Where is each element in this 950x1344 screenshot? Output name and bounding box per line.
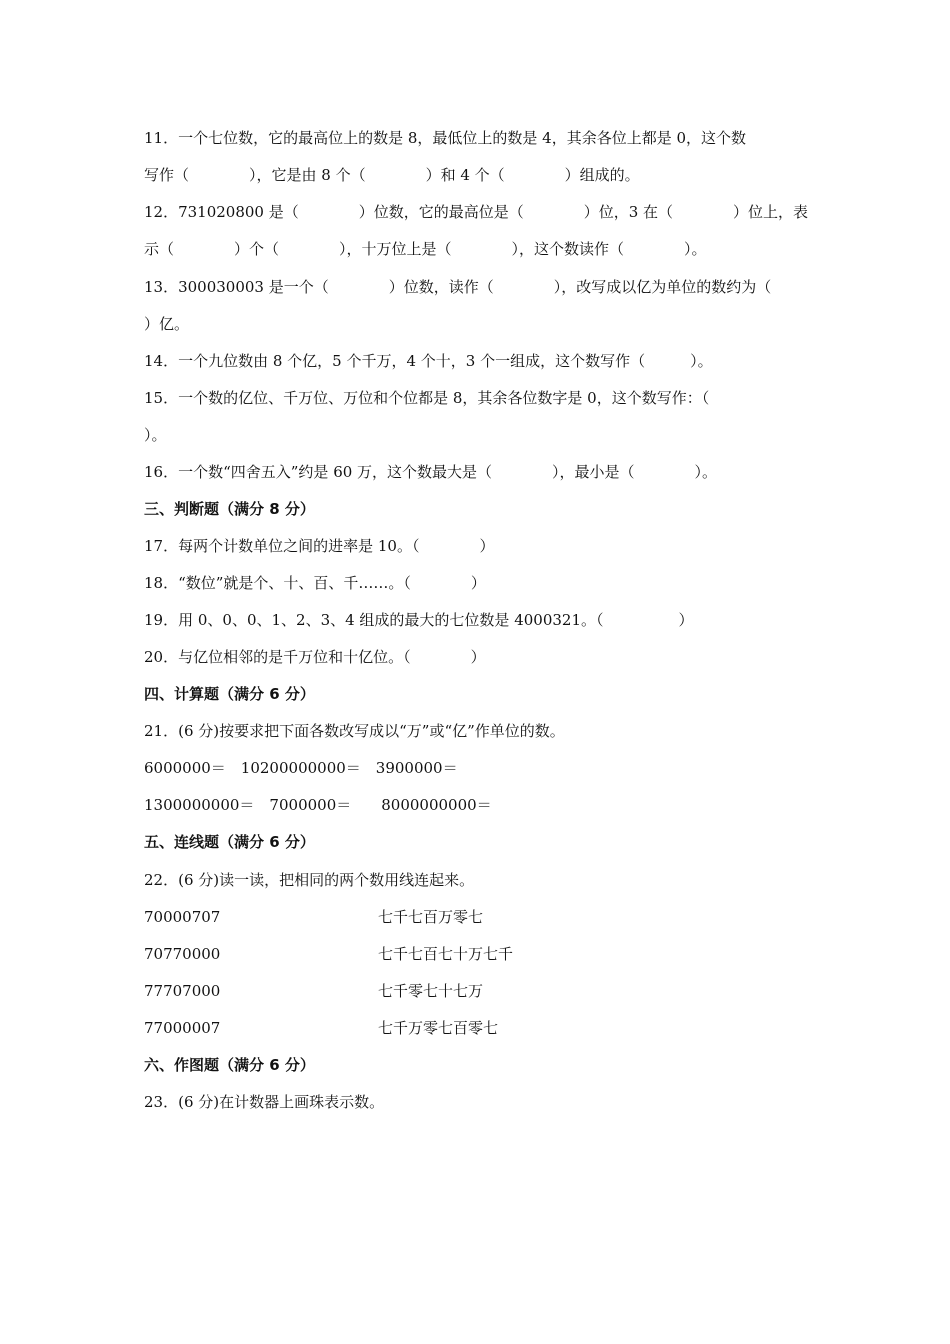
match-right-3: 七千零七十七万 (378, 982, 484, 1000)
section-3-heading: 三、判断题（满分 8 分） (144, 500, 315, 518)
q19: 19．用 0、0、0、1、2、3、4 组成的最大的七位数是 4000321。（ ） (144, 611, 694, 629)
q12-line2: 示（ ）个（ ），十万位上是（ ），这个数读作（ ）。 (144, 240, 707, 258)
match-left-3: 77707000 (144, 982, 221, 1000)
q13-line1: 13．300030003 是一个（ ）位数，读作（ ），改写成以亿为单位的数约为（ (144, 278, 772, 296)
section-6-heading: 六、作图题（满分 6 分） (144, 1056, 315, 1074)
q18: 18．“数位”就是个、十、百、千……。（ ） (144, 574, 486, 592)
match-right-2: 七千七百七十万七千 (378, 945, 514, 963)
q14: 14．一个九位数由 8 个亿，5 个千万，4 个十，3 个一组成，这个数写作（ ）。 (144, 352, 713, 370)
q21: 21．(6 分)按要求把下面各数改写成以“万”或“亿”作单位的数。 (144, 722, 565, 740)
q12-line1: 12．731020800 是（ ）位数，它的最高位是（ ）位，3 在（ ）位上，表 (144, 203, 809, 221)
match-left-1: 70000707 (144, 908, 221, 926)
section-5-heading: 五、连线题（满分 6 分） (144, 833, 315, 851)
q17: 17．每两个计数单位之间的进率是 10。（ ） (144, 537, 495, 555)
calc-row-1: 6000000＝ 10200000000＝ 3900000＝ (144, 759, 458, 777)
q15-line1: 15．一个数的亿位、千万位、万位和个位都是 8，其余各位数字是 0，这个数写作：（ (144, 389, 710, 407)
q20: 20．与亿位相邻的是千万位和十亿位。（ ） (144, 648, 486, 666)
q11-line2: 写作（ ），它是由 8 个（ ）和 4 个（ ）组成的。 (144, 166, 640, 184)
match-right-1: 七千七百万零七 (378, 908, 484, 926)
match-left-2: 70770000 (144, 945, 221, 963)
match-right-4: 七千万零七百零七 (378, 1019, 499, 1037)
q23: 23．(6 分)在计数器上画珠表示数。 (144, 1093, 385, 1111)
q13-line2: ）亿。 (144, 315, 190, 333)
calc-row-2: 1300000000＝ 7000000＝ 8000000000＝ (144, 796, 492, 814)
q16: 16．一个数“四舍五入”约是 60 万，这个数最大是（ ），最小是（ ）。 (144, 463, 718, 481)
match-left-4: 77000007 (144, 1019, 221, 1037)
q15-line2: ）。 (144, 426, 167, 444)
q22: 22．(6 分)读一读，把相同的两个数用线连起来。 (144, 871, 475, 889)
q11-line1: 11．一个七位数，它的最高位上的数是 8，最低位上的数是 4，其余各位上都是 0，这个数 (144, 129, 747, 147)
section-4-heading: 四、计算题（满分 6 分） (144, 685, 315, 703)
